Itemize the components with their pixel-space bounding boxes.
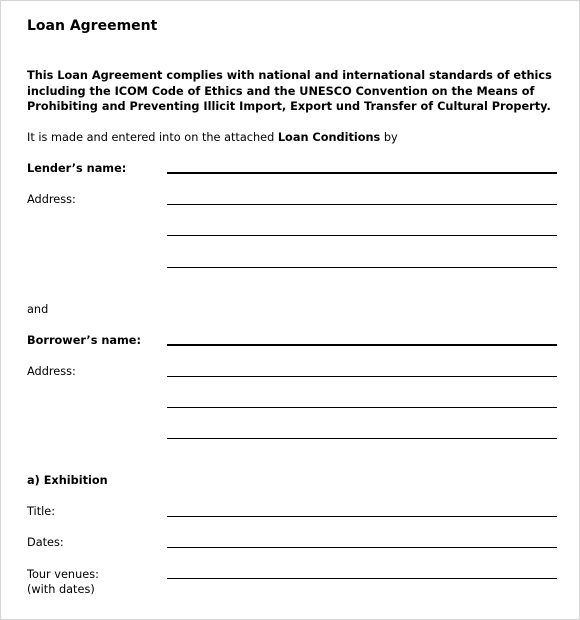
lender-name-field[interactable] <box>167 172 557 174</box>
lender-name-label: Lender’s name: <box>27 162 127 175</box>
tour-venues-sublabel: (with dates) <box>27 583 95 596</box>
intro-line: including the ICOM Code of Ethics and the UNESCO Convention on the Means of <box>27 84 535 98</box>
and-text: and <box>27 303 49 316</box>
borrower-address-field-2[interactable] <box>167 407 557 408</box>
lender-address-label: Address: <box>27 193 76 206</box>
made-statement <box>27 131 398 144</box>
document-title: Loan Agreement <box>27 18 158 34</box>
lender-address-field-2[interactable] <box>167 235 557 236</box>
intro-paragraph <box>27 68 552 115</box>
exhibition-title-label: Title: <box>27 505 56 518</box>
exhibition-title-field[interactable] <box>167 516 557 517</box>
made-prefix: It is made and entered into on the attached <box>27 131 278 144</box>
lender-address-field-1[interactable] <box>167 204 557 205</box>
borrower-address-field-3[interactable] <box>167 438 557 439</box>
exhibition-heading: a) Exhibition <box>27 474 108 487</box>
made-suffix: by <box>380 131 398 144</box>
exhibition-dates-field[interactable] <box>167 547 557 548</box>
borrower-name-label: Borrower’s name: <box>27 334 141 347</box>
intro-line: Prohibiting and Preventing Illicit Import, Export und Transfer of Cultural Property. <box>27 100 551 113</box>
borrower-address-label: Address: <box>27 365 76 378</box>
intro-line: This Loan Agreement complies with national and international standards of ethics <box>27 69 552 82</box>
borrower-address-field-1[interactable] <box>167 376 557 377</box>
loan-conditions-text: Loan Conditions <box>277 131 381 144</box>
tour-venues-label: Tour venues: <box>27 568 99 581</box>
exhibition-dates-label: Dates: <box>27 536 64 549</box>
tour-venues-field[interactable] <box>167 578 557 579</box>
borrower-name-field[interactable] <box>167 344 557 346</box>
lender-address-field-3[interactable] <box>167 267 557 268</box>
